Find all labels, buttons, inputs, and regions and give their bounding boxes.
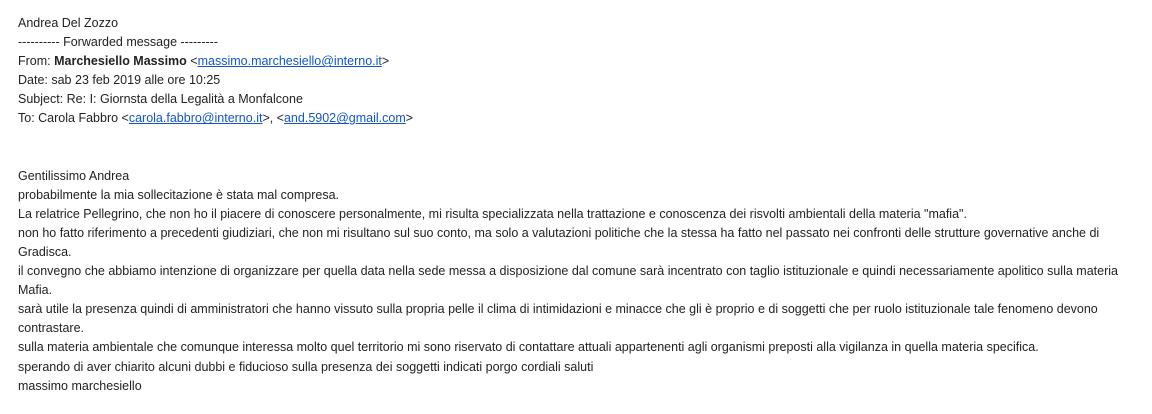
subject-label: Subject: (18, 92, 67, 107)
email-message (18, 14, 1144, 396)
from-bracket-open: < (186, 54, 198, 69)
from-name: Marchesiello Massimo (54, 54, 187, 69)
signature: massimo marchesiello (18, 378, 142, 393)
from-bracket-close: > (381, 54, 390, 69)
to-label: To: (18, 111, 39, 126)
sender-name: Andrea Del Zozzo (18, 16, 119, 30)
date-label: Date: (18, 73, 52, 88)
subject-row (18, 90, 1144, 109)
body-paragraph: sperando di aver chiarito alcuni dubbi e fiducioso sulla presenza dei soggetti indicati porgo cordiali saluti (18, 359, 594, 374)
header-body-spacer (18, 129, 1144, 167)
subject-value: Re: I: Giornsta della Legalità a Monfalcone (66, 92, 303, 107)
body-paragraph: non ho fatto riferimento a precedenti giudiziari, che non mi risultano sul suo conto, ma solo a valutazioni politiche che la stessa ha fatto nel passato nei confronti delle strutture governative anche di Gradisca. (18, 225, 1100, 259)
body-paragraph: probabilmente la mia sollecitazione è stata mal compresa. (18, 187, 339, 202)
to-row (18, 109, 1144, 128)
body-paragraph: sarà utile la presenza quindi di amministratori che hanno vissuto sulla propria pelle il clima di intimidazioni e minacce che gli è proprio e di soggetti che per ruolo istituzionale tale fenomeno devono contrastare. (18, 302, 1098, 336)
date-row (18, 71, 1144, 90)
forwarded-separator: ---------- Forwarded message --------- (18, 35, 218, 50)
body-paragraph: sulla materia ambientale che comunque interessa molto quel territorio mi sono riservato di contattare attuali appartenenti agli organismi preposti alla vigilanza in quella materia specifica. (18, 340, 1039, 355)
from-row (18, 52, 1144, 71)
to-email-link-2[interactable]: and.5902@gmail.com (283, 111, 406, 126)
to-separator: >, < (262, 111, 284, 126)
body-paragraph: il convegno che abbiamo intenzione di organizzare per quella data nella sede messa a disposizione dal comune sarà incentrato con taglio istituzionale e quindi necessariamente apolitico sulla materia Mafia. (18, 264, 1118, 298)
body-paragraph: La relatrice Pellegrino, che non ho il piacere di conoscere personalmente, mi risulta specializzata nella trattazione e conoscenza dei risvolti ambientali della materia "mafia". (18, 206, 967, 221)
from-email-link[interactable]: massimo.marchesiello@interno.it (197, 54, 382, 69)
date-value: sab 23 feb 2019 alle ore 10:25 (51, 73, 221, 88)
from-label: From: (18, 54, 55, 69)
to-email-link-1[interactable]: carola.fabbro@interno.it (128, 111, 263, 126)
to-bracket-close: > (405, 111, 414, 126)
to-recipient-1-name: Carola Fabbro < (38, 111, 129, 126)
greeting: Gentilissimo Andrea (18, 168, 130, 183)
